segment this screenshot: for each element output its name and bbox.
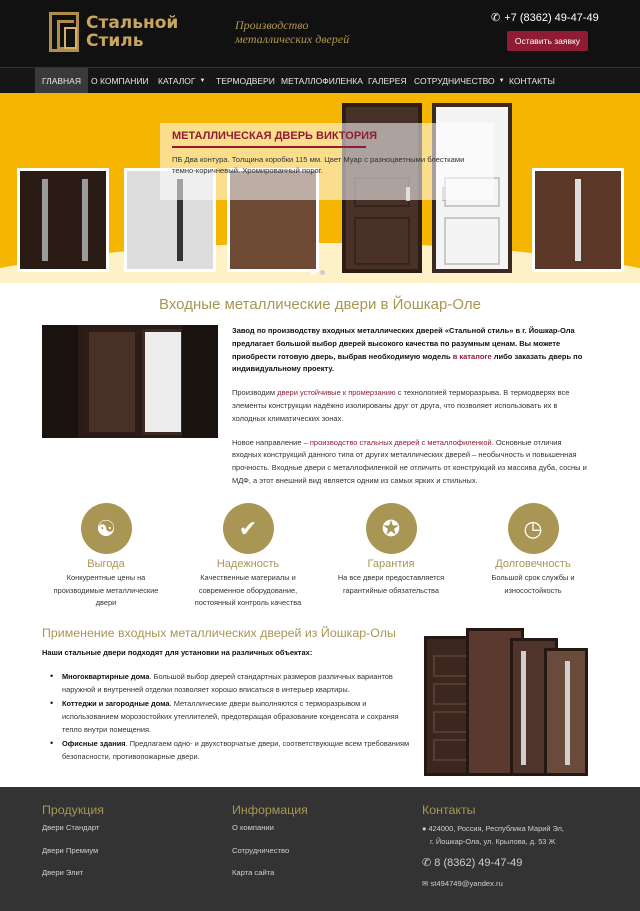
intro-paragraph-1: Завод по производству входных металлических дверей «Стальной стиль» в г. Йошкар-Ола предлагает большой выбор дверей высокого качества по разумным ценам. Вы можете приобрести готовую дверь, выбрав необходимую модель в каталоге либо заказать дверь по индивидуальному проекту. <box>232 326 583 374</box>
footer-products-title: Продукция <box>42 803 104 817</box>
nav-item-contacts[interactable]: КОНТАКТЫ <box>509 75 555 86</box>
applications-list <box>42 670 412 764</box>
nav-item-partnership[interactable]: СОТРУДНИЧЕСТВО ▼ <box>414 75 505 86</box>
list-item: • Многоквартирные дома. Большой выбор дверей стандартных размеров различных вариантов наружной и внутренней отделки позволяет хорошо вписаться в интерьер квартиры. <box>42 670 412 696</box>
intro-paragraph-2: Производим двери устойчивые к промерзанию с технологией терморазрыва. В термодверях все элементы конструкции надёжно изолированы друг от друга, что позволяет использовать их в холодных климатических зонах. <box>232 388 570 423</box>
benefit-title: Долговечность <box>495 558 571 570</box>
footer-link-elite[interactable]: Двери Элит <box>42 868 84 877</box>
benefit-value <box>31 503 181 610</box>
clock-hand-icon: ◷ <box>508 503 559 554</box>
logo-line-2: Стиль <box>86 31 144 51</box>
phone-icon: ✆ <box>491 12 501 24</box>
footer-link-partnership[interactable]: Сотрудничество <box>232 845 290 855</box>
logo-icon[interactable] <box>49 12 79 52</box>
logo-text[interactable] <box>86 14 178 50</box>
footer-phone[interactable]: ✆ 8 (8362) 49-47-49 <box>422 857 523 869</box>
list-item: • Офисные здания. Предлагаем одно- и двухстворчатые двери, соответствующие всем требованиям безопасности, противопожарные двери. <box>42 737 412 763</box>
applications-heading: Применение входных металлических дверей из Йошкар-Олы <box>42 626 396 640</box>
nav-item-thermo[interactable]: ТЕРМОДВЕРИ <box>216 75 275 86</box>
footer-products <box>42 803 104 891</box>
chevron-down-icon: ▼ <box>199 77 206 84</box>
footer-email[interactable]: ✉ st494749@yandex.ru <box>422 879 503 888</box>
benefit-title: Надежность <box>216 558 280 570</box>
hero-title-underline <box>172 146 366 148</box>
thermo-doors-link[interactable]: двери устойчивые к промерзанию <box>277 388 396 398</box>
nav-item-metal-panel[interactable]: МЕТАЛЛОФИЛЕНКА <box>281 75 363 86</box>
footer-link-premium[interactable]: Двери Премиум <box>42 845 99 855</box>
request-button[interactable]: Оставить заявку <box>507 31 588 51</box>
header-phone-number: +7 (8362) 49-47-49 <box>504 12 599 24</box>
footer-contacts-title: Контакты <box>422 803 476 817</box>
benefit-text: Большой срок службы и износостойкость <box>491 573 575 595</box>
phone-icon: ✆ <box>422 857 432 869</box>
tagline-line-1: Производство <box>235 18 309 32</box>
benefit-title: Выгода <box>87 558 125 570</box>
logo-line-1: Стальной <box>86 13 179 33</box>
nav-item-gallery[interactable]: ГАЛЕРЕЯ <box>368 75 407 86</box>
site-header <box>0 0 640 67</box>
footer-info <box>232 803 308 891</box>
slider-dot-1[interactable] <box>311 270 316 275</box>
benefit-title: Гарантия <box>367 558 415 570</box>
benefit-text: Конкурентные цены на производимые металлические двери <box>53 573 159 607</box>
benefit-durability <box>458 503 608 597</box>
slider-dot-2[interactable] <box>320 270 325 275</box>
benefit-text: На все двери предоставляется гарантийные обязательства <box>337 573 445 595</box>
map-pin-icon: ● <box>422 824 427 833</box>
nav-item-about[interactable]: О КОМПАНИИ <box>91 75 149 86</box>
footer-link-about[interactable]: О компании <box>232 823 274 832</box>
doors-lineup-photo <box>424 624 600 776</box>
footer-link-sitemap[interactable]: Карта сайта <box>232 868 275 877</box>
award-badge-icon: ✪ <box>366 503 417 554</box>
door-lock-image <box>532 168 624 272</box>
hero-caption <box>160 123 494 200</box>
page-title: Входные металлические двери в Йошкар-Оле <box>159 296 481 313</box>
footer-address: ● 424000, Россия, Республика Марий Эл, г. Йошкар-Ола, ул. Крылова, д. 53 Ж <box>422 824 564 846</box>
nav-item-home[interactable]: ГЛАВНАЯ <box>35 68 88 93</box>
benefit-reliability <box>173 503 323 610</box>
site-footer <box>0 787 640 911</box>
shield-check-icon: ✔ <box>223 503 274 554</box>
list-item: • Коттеджи и загородные дома. Металлические двери выполняются с терморазрывом и использованием морозостойких утеплителей, предотвращая образование конденсата и сохраняя тепло внутри помещения. <box>42 697 412 736</box>
metal-panel-link[interactable]: производство стальных дверей с металлофиленкой <box>309 437 492 447</box>
tagline-line-2: металлических дверей <box>235 32 350 46</box>
footer-link-standard[interactable]: Двери Стандарт <box>42 823 100 832</box>
footer-contacts <box>422 803 564 888</box>
header-phone[interactable] <box>491 11 599 24</box>
hero-text: ПБ Два контура. Толщина коробки 115 мм. Цвет Муар с разноцветными блестками темно-коричневый. Хромированный порог. <box>172 155 465 175</box>
hero-slider[interactable] <box>0 93 640 283</box>
benefit-text: Качественные материалы и современное оборудование, постоянный контроль качества <box>194 573 302 607</box>
benefit-guarantee <box>316 503 466 597</box>
intro-paragraph-3: Новое направление – производство стальных дверей с металлофиленкой. Основные отличия входных конструкций данного типа от других металлических дверей – необычность и повышенная прочность. Входные двери с металлофиленкой не отличить от конструкций из массива дуба, сосны и МДФ, а этот внешний вид является одним из самых ярких и стильных. <box>232 437 587 485</box>
coins-hand-icon: ☯ <box>81 503 132 554</box>
footer-info-title: Информация <box>232 803 308 817</box>
tagline <box>235 18 349 46</box>
intro-text <box>232 325 588 499</box>
door-lock-image <box>17 168 109 272</box>
main-nav <box>0 67 640 93</box>
hero-title[interactable]: МЕТАЛЛИЧЕСКАЯ ДВЕРЬ ВИКТОРИЯ <box>172 130 377 142</box>
mail-icon: ✉ <box>422 879 429 888</box>
applications-subheading: Наши стальные двери подходят для установки на различных объектах: <box>42 648 313 657</box>
slider-dots <box>311 270 325 275</box>
catalog-link[interactable]: в каталоге <box>452 351 492 361</box>
chevron-down-icon: ▼ <box>498 77 505 84</box>
nav-item-catalog[interactable]: КАТАЛОГ ▼ <box>158 75 206 86</box>
doors-photo <box>42 325 218 438</box>
